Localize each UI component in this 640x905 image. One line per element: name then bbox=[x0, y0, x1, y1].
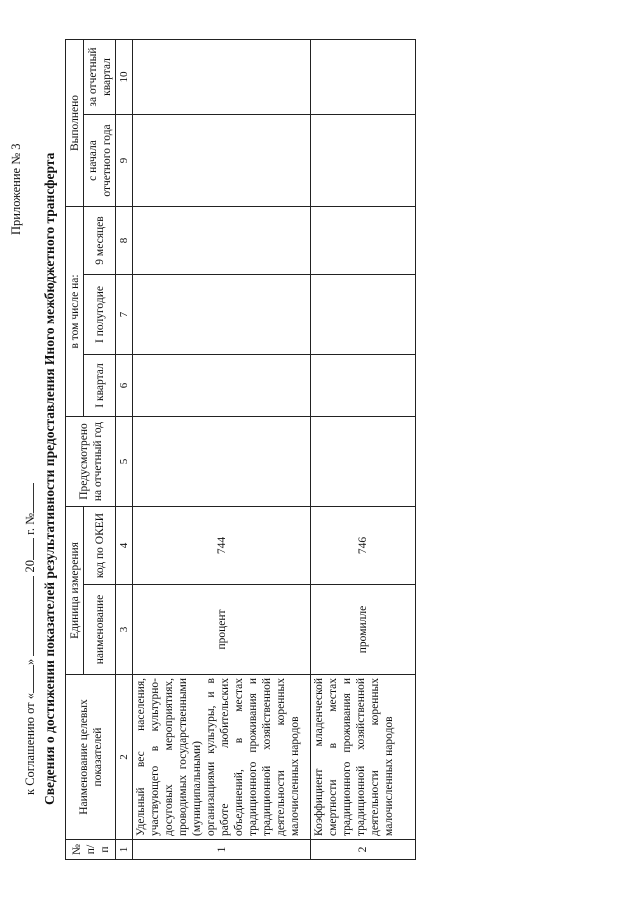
row-code: 746 bbox=[311, 507, 416, 585]
row-q1 bbox=[133, 355, 311, 417]
col-number: 10 bbox=[116, 40, 133, 115]
agreement-month-blank bbox=[33, 576, 34, 656]
header-period: за отчетный квартал bbox=[84, 40, 116, 115]
row-code: 744 bbox=[133, 507, 311, 585]
col-number: 8 bbox=[116, 207, 133, 275]
agreement-number-blank bbox=[33, 483, 34, 513]
header-h1: I полугодие bbox=[84, 275, 116, 355]
row-planned bbox=[133, 417, 311, 507]
appendix-label: Приложение № 3 bbox=[9, 143, 23, 235]
col-number: 7 bbox=[116, 275, 133, 355]
row-unit: процент bbox=[133, 585, 311, 675]
col-number: 5 bbox=[116, 417, 133, 507]
col-number: 9 bbox=[116, 115, 133, 207]
header-unit-group: Единица измерения bbox=[66, 507, 84, 675]
agreement-year-blank bbox=[33, 538, 34, 560]
col-number: 2 bbox=[116, 675, 133, 840]
row-indicator-name: Удельный вес населения, участвующего в культурно-досуговых мероприятиях, проводимых государственными (муниципальными) организациями культуры, и в работе любительских объединений, в местах традиционного проживания и традиционной хозяйственной деятельности коренных малочисленных народов bbox=[133, 675, 311, 840]
header-num: № п/п bbox=[66, 840, 116, 860]
table-row bbox=[311, 40, 416, 860]
indicators-table bbox=[65, 39, 416, 860]
row-unit: промилле bbox=[311, 585, 416, 675]
header-planned: Предусмотрено на отчетный год bbox=[66, 417, 116, 507]
header-unit-code: код по ОКЕИ bbox=[84, 507, 116, 585]
row-h1 bbox=[311, 275, 416, 355]
header-since-start: с начала отчетного года bbox=[84, 115, 116, 207]
row-m9 bbox=[133, 207, 311, 275]
row-num: 2 bbox=[311, 840, 416, 860]
row-h1 bbox=[133, 275, 311, 355]
header-done-group: Выполнено bbox=[66, 40, 84, 207]
row-indicator-name: Коэффициент младенческой смертности в местах традиционного проживания и традиционной хозяйственной деятельности коренных малочисленных народов bbox=[311, 675, 416, 840]
agreement-day-blank bbox=[33, 665, 34, 693]
agreement-mid: » bbox=[23, 658, 37, 665]
col-number: 6 bbox=[116, 355, 133, 417]
agreement-line bbox=[23, 483, 38, 795]
table-row bbox=[133, 40, 311, 860]
col-number: 4 bbox=[116, 507, 133, 585]
header-name: Наименование целевых показателей bbox=[66, 675, 116, 840]
agreement-suffix: г. № bbox=[23, 512, 37, 535]
col-number: 3 bbox=[116, 585, 133, 675]
header-m9: 9 месяцев bbox=[84, 207, 116, 275]
row-period bbox=[311, 40, 416, 115]
row-since-start bbox=[133, 115, 311, 207]
header-incl-group: в том числе на: bbox=[66, 207, 84, 417]
header-q1: I квартал bbox=[84, 355, 116, 417]
column-numbers-row bbox=[116, 40, 133, 860]
row-since-start bbox=[311, 115, 416, 207]
row-q1 bbox=[311, 355, 416, 417]
row-period bbox=[133, 40, 311, 115]
page-title: Сведения о достижении показателей результативности предоставления Иного межбюджетного трансферта bbox=[42, 152, 57, 805]
col-number: 1 bbox=[116, 840, 133, 860]
row-planned bbox=[311, 417, 416, 507]
row-num: 1 bbox=[133, 840, 311, 860]
header-unit-name: наименование bbox=[84, 585, 116, 675]
agreement-prefix: к Соглашению от « bbox=[23, 692, 37, 795]
row-m9 bbox=[311, 207, 416, 275]
agreement-year: 20 bbox=[23, 559, 37, 573]
